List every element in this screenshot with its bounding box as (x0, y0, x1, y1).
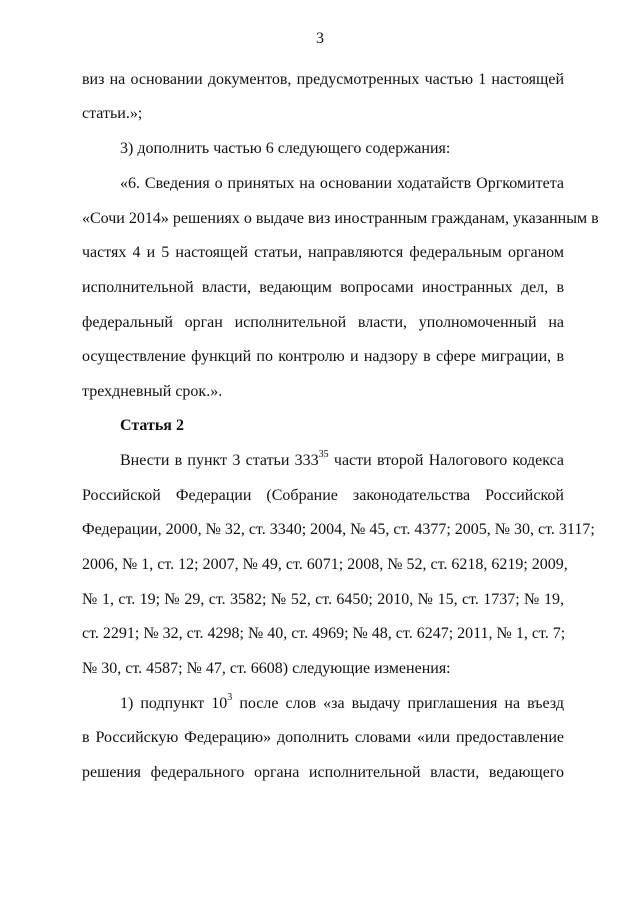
text-line-18-start: 1) подпункт 10 (120, 695, 228, 712)
text-line-11-start: Внести в пункт 3 статьи 333 (120, 452, 319, 469)
text-line-16: ст. 2291; № 32, ст. 4298; № 40, ст. 4969; № 48, ст. 6247; 2011, № 1, ст. 7; (82, 625, 566, 642)
text-line-4: «6. Сведения о принятых на основании ходатайств Оргкомитета (120, 175, 564, 192)
text-line-9: осуществление функций по контролю и надзору в сфере миграции, в (82, 348, 564, 365)
text-line-1: виз на основании документов, предусмотренных частью 1 настоящей (82, 71, 564, 88)
text-line-20: решения федерального органа исполнительной власти, ведающего (82, 764, 564, 781)
text-line-5: «Сочи 2014» решениях о выдаче виз иностранным гражданам, указанным в (82, 210, 599, 227)
text-line-18 (120, 691, 565, 714)
text-line-14: 2006, № 1, ст. 12; 2007, № 49, ст. 6071; 2008, № 52, ст. 6218, 6219; 2009, (82, 556, 568, 573)
text-line-11 (120, 448, 565, 471)
text-line-13: Федерации, 2000, № 32, ст. 3340; 2004, № 45, ст. 4377; 2005, № 30, ст. 3117; (82, 521, 595, 538)
text-line-12: Российской Федерации (Собрание законодательства Российской (82, 487, 564, 504)
superscript-3: 3 (227, 691, 233, 703)
text-line-10: трехдневный срок.». (82, 383, 223, 400)
text-line-19: в Российскую Федерацию» дополнить словами «или предоставление (82, 729, 564, 746)
article-heading: Статья 2 (120, 417, 184, 434)
text-line-7: исполнительной власти, ведающим вопросами иностранных дел, в (82, 279, 564, 296)
text-line-11-end: части второй Налогового кодекса (328, 452, 565, 469)
text-line-2: статьи.»; (82, 105, 143, 122)
text-line-17: № 30, ст. 4587; № 47, ст. 6608) следующие изменения: (82, 660, 451, 677)
text-line-8: федеральный орган исполнительной власти, уполномоченный на (82, 314, 564, 331)
text-line-6: частях 4 и 5 настоящей статьи, направляются федеральным органом (82, 244, 564, 261)
text-line-15: № 1, ст. 19; № 29, ст. 3582; № 52, ст. 6450; 2010, № 15, ст. 1737; № 19, (82, 591, 564, 608)
page-number: 3 (316, 30, 324, 47)
text-line-18-end: после слов «за выдачу приглашения на въезд (232, 695, 565, 712)
text-line-3: 3) дополнить частью 6 следующего содержания: (120, 140, 451, 157)
superscript-35: 35 (318, 448, 329, 460)
